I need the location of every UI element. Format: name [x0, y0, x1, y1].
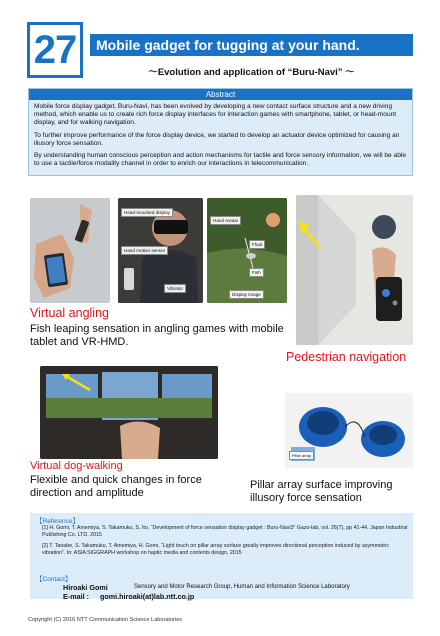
- dog-walking-photo: [40, 366, 218, 459]
- reference-item: [1] H. Gomi, T. Amemiya, S. Takamuku, S. Ito, “Development of force sensation display gadget : Buru-Navi3” Gazo-lab, vol. 26(7), pp 41-44. Japan Industrial Publishing Co. LTD. 2015: [42, 525, 408, 538]
- abstract-body: [34, 103, 407, 172]
- pedestrian-navigation-title: Pedestrian navigation: [286, 350, 407, 364]
- poster-number: 27: [27, 22, 83, 78]
- reference-contact-panel: [30, 513, 413, 599]
- pillar-array-photo: [285, 393, 413, 468]
- copyright-notice: Copyright (C) 2016 NTT Communication Science Laboratories: [28, 617, 183, 623]
- fish-label: Fish: [249, 268, 264, 277]
- virtual-angling-title: Virtual angling: [30, 306, 109, 320]
- contact-name: Hiroaki Gomi: [63, 583, 108, 592]
- pedestrian-navigation-photo: [296, 195, 413, 345]
- poster-subtitle: 〜Evolution and application of “Buru-Navi” 〜: [148, 67, 355, 78]
- hmd-label: Head-mounted display: [121, 208, 173, 217]
- contact-email: gomi.hiroaki(at)lab.ntt.co.jp: [100, 592, 195, 601]
- angling-vr-scene-photo: [207, 198, 287, 303]
- reference-item: [2] T. Tanabe, S. Takamuku, T. Amemiya, H. Gomi, “Light touch on pillar array surface greatly improves directional perception induced by asymmetric vibration”. In: ASIA SIGGRAPH workshop on haptic media and contents design, 2015: [42, 543, 390, 556]
- virtual-dog-walking-title: Virtual dog-walking: [30, 460, 123, 472]
- contact-email-label: E-mail :: [63, 592, 89, 601]
- virtual-angling-desc: Fish leaping sensation in angling games with mobile tablet and VR-HMD.: [30, 323, 284, 348]
- vr-angling-scene-icon: [207, 198, 287, 303]
- vibrator-label: Vibrator: [164, 284, 186, 293]
- float-label: Float: [249, 240, 265, 249]
- abstract-paragraph: To further improve performance of the force display device, we started to develop an actuator device optimized for causing an illusory force sensation.: [34, 131, 400, 147]
- abstract-paragraph: Mobile force display gadget, Buru-Navi, has been evolved by developing a new contact surface structure and a new driving method, which enable us to create rich force display interfaces for interaction games with smartphone, tablet, or head-mount display, and for walking navigation.: [34, 103, 397, 127]
- pillar-array-desc: Pillar array surface improving illusory force sensation: [250, 479, 393, 504]
- hand-with-gadget-icon: [296, 195, 413, 345]
- abstract-panel: [28, 88, 413, 176]
- contact-heading: 【Contact】: [36, 576, 72, 583]
- hand-motion-sensor-label: Hand motion sensor: [121, 246, 168, 255]
- abstract-heading: Abstract: [29, 89, 412, 100]
- display-image-label: Display image: [229, 290, 264, 299]
- virtual-dog-walking-desc: Flexible and quick changes in force direction and amplitude: [30, 474, 202, 499]
- angling-hmd-photo: [118, 198, 203, 303]
- hand-holding-tablet-icon: [30, 198, 110, 303]
- reference-heading: 【Reference】: [36, 518, 79, 525]
- abstract-paragraph: By understanding human conscious perception and action mechanisms for tactile and force sensory information, we will be able to use a tactile/force modality channel in order to enrich our interactions in telecommunication.: [34, 152, 407, 168]
- poster-title: Mobile gadget for tugging at your hand.: [90, 34, 413, 56]
- hand-avatar-label: Hand Avatar: [210, 216, 241, 225]
- angling-tablet-photo: [30, 198, 110, 303]
- pillar-array-label: Pillar array: [289, 451, 314, 460]
- contact-affiliation: Sensory and Motor Research Group, Human and Information Science Laboratory: [134, 584, 350, 590]
- dog-walking-vr-icon: [40, 366, 218, 459]
